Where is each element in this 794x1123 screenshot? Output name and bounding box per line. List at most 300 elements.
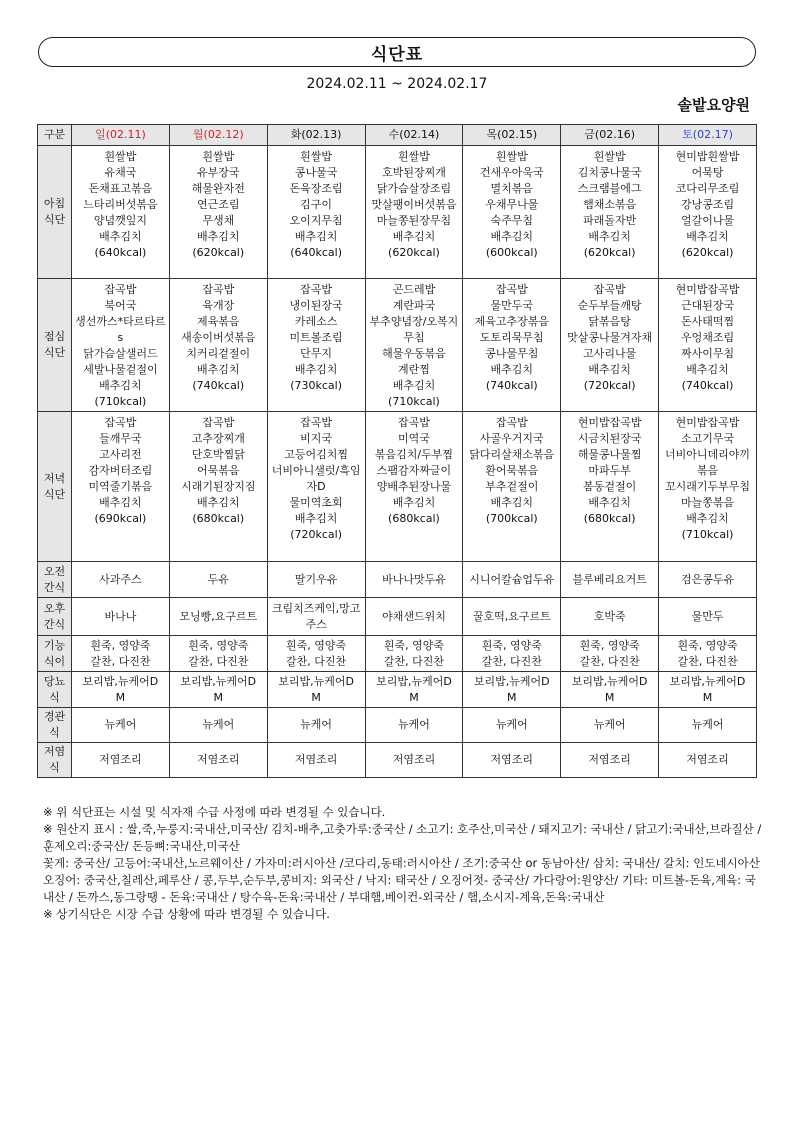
menu-item: 배추김치 <box>392 496 436 509</box>
menu-item: 배추김치 <box>197 496 240 509</box>
menu-item: 연근조림 <box>197 198 240 211</box>
menu-item: 보리밥,뉴케어D <box>669 674 746 688</box>
menu-item: 저염조리 <box>392 753 436 766</box>
menu-item: 흰죽, 영양죽 <box>481 638 542 652</box>
menu-item: 갈찬, 다진찬 <box>481 654 542 668</box>
menu-cell <box>267 562 365 598</box>
menu-cell <box>267 708 365 743</box>
menu-item: 갈찬, 다진찬 <box>188 654 249 668</box>
menu-item: 건새우아욱국 <box>479 166 544 179</box>
menu-item: 흰죽, 영양죽 <box>383 638 445 652</box>
menu-item: 갈찬, 다진찬 <box>90 654 151 668</box>
menu-cell <box>72 279 170 412</box>
note-line: ※ 위 식단표는 시설 및 식자재 수급 사정에 따라 변경될 수 있습니다. <box>43 805 386 819</box>
menu-item: 맛살콩나물겨자채 <box>567 331 653 344</box>
menu-item: 현미밥잡곡밥 <box>675 416 740 429</box>
row-label-text: 식단 <box>43 213 66 226</box>
menu-item: 현미밥흰쌀밥 <box>675 150 740 163</box>
menu-item: 스크램블에그 <box>577 182 642 195</box>
table-row <box>38 279 757 412</box>
menu-cell <box>365 562 463 598</box>
menu-cell <box>659 412 757 562</box>
menu-item: 우엉채조림 <box>680 331 735 344</box>
day-header-mon: 월(02.12) <box>169 125 267 146</box>
menu-cell <box>72 146 170 279</box>
row-label-text: 오후 <box>43 601 66 615</box>
menu-item: 저염조리 <box>294 753 338 766</box>
row-label <box>38 146 72 279</box>
menu-item: M <box>507 690 517 704</box>
meal-table <box>37 124 757 778</box>
menu-cell <box>463 598 561 636</box>
menu-item: 저염조리 <box>588 753 631 766</box>
menu-item: 양배추된장나물 <box>376 480 452 493</box>
menu-cell <box>267 598 365 636</box>
menu-item: 잡곡밥 <box>300 283 333 296</box>
menu-item: 근대된장국 <box>680 299 735 312</box>
table-row <box>38 562 757 598</box>
menu-cell <box>463 562 561 598</box>
menu-cell <box>463 412 561 562</box>
row-label <box>38 708 72 743</box>
menu-item: 잡곡밥 <box>202 283 235 296</box>
menu-item: 크림치즈케익,망고주스 <box>271 601 361 631</box>
menu-item: 잡곡밥 <box>104 283 137 296</box>
menu-item: 시니어칼슘업두유 <box>469 572 555 586</box>
menu-item: 뉴케어 <box>202 718 235 731</box>
menu-item: 꼬시래기두부무침 <box>665 480 751 493</box>
note-line: ※ 상기식단은 시장 수급 상황에 따라 변경될 수 있습니다. <box>43 907 330 921</box>
menu-item: 미트볼조림 <box>289 331 343 344</box>
menu-item: 흰쌀밥 <box>398 150 430 163</box>
menu-item: 현미밥잡곡밥 <box>577 416 642 429</box>
menu-cell <box>561 279 659 412</box>
menu-item: 물미역초회 <box>289 496 343 509</box>
menu-item: 닭볶음탕 <box>588 315 631 328</box>
menu-cell <box>267 412 365 562</box>
menu-item: 블루베리요거트 <box>572 572 647 586</box>
menu-item: 흰죽, 영양죽 <box>90 638 151 652</box>
menu-item: 고사리전 <box>99 448 142 461</box>
row-label <box>38 743 72 778</box>
menu-item: 뉴케어 <box>495 718 528 731</box>
menu-item: 배추김치 <box>197 363 240 376</box>
menu-item: 마늘쫑볶음 <box>680 496 735 509</box>
menu-cell <box>169 279 267 412</box>
menu-cell <box>365 598 463 636</box>
menu-cell <box>169 146 267 279</box>
row-label-text: 오전 <box>43 564 66 578</box>
menu-item: 갈찬, 다진찬 <box>579 654 640 668</box>
menu-item: 뉴케어 <box>398 718 430 731</box>
menu-cell <box>463 708 561 743</box>
menu-item: 닭다리살채소볶음 <box>469 448 555 461</box>
corner-label: 구분 <box>38 125 72 146</box>
menu-item: 단무지 <box>300 347 333 360</box>
table-row <box>38 636 757 672</box>
menu-cell <box>365 636 463 672</box>
menu-cell <box>72 562 170 598</box>
menu-cell <box>169 562 267 598</box>
row-label-text: 식 <box>49 690 60 704</box>
menu-item: 순두부들깨탕 <box>577 299 642 312</box>
row-label-text: 식단 <box>43 346 66 359</box>
menu-item: 제육고추장볶음 <box>474 315 549 328</box>
menu-cell <box>72 672 170 708</box>
menu-item: 보리밥,뉴케어D <box>278 674 354 688</box>
menu-cell <box>659 708 757 743</box>
menu-item: 햄채소볶음 <box>583 198 637 211</box>
row-label <box>38 598 72 636</box>
menu-item: 갈찬, 다진찬 <box>677 654 738 668</box>
table-row <box>38 598 757 636</box>
menu-item: 북어국 <box>104 299 137 312</box>
menu-item: 흰죽, 영양죽 <box>579 638 640 652</box>
header-row <box>38 125 757 146</box>
row-label-text: 아침 <box>43 197 66 210</box>
menu-item: 너비아니데리야끼볶음 <box>665 448 751 477</box>
menu-item: 오이지무침 <box>289 214 343 227</box>
menu-item: M <box>604 690 615 704</box>
menu-item: (730kcal) <box>290 379 342 392</box>
day-header-sun: 일(02.11) <box>72 125 170 146</box>
menu-item: 들깨무국 <box>99 432 142 445</box>
menu-cell <box>561 146 659 279</box>
menu-item: (740kcal) <box>681 379 734 392</box>
menu-item: 비지국 <box>300 432 333 445</box>
menu-item: 현미밥잡곡밥 <box>675 283 740 296</box>
row-label-text: 점심 <box>43 330 66 343</box>
menu-item: 배추김치 <box>588 496 631 509</box>
menu-item: 바나나 <box>104 609 137 623</box>
menu-item: M <box>311 690 321 704</box>
menu-item: 계란파국 <box>392 299 436 312</box>
menu-item: (620kcal) <box>583 246 636 259</box>
note-line: 꽃게: 중국산/ 고등어:국내산,노르웨이산 / 가자미:러시아산 /코다리,동태:러시아산 / 조기:중국산 or 동남아산/ 삼치: 국내산/ 갈치: 인도네시아산 <box>43 856 760 870</box>
menu-cell <box>72 412 170 562</box>
menu-item: 김구이 <box>300 198 333 211</box>
menu-cell <box>72 598 170 636</box>
row-label <box>38 279 72 412</box>
menu-cell <box>169 672 267 708</box>
menu-item: M <box>702 690 713 704</box>
menu-item: 저염조리 <box>686 753 729 766</box>
menu-item: 배추김치 <box>686 230 729 243</box>
menu-cell <box>365 279 463 412</box>
menu-item: 배추김치 <box>294 363 338 376</box>
menu-item: (710kcal) <box>681 528 734 541</box>
menu-item: 배추김치 <box>686 512 729 525</box>
menu-item: 배추김치 <box>392 379 436 392</box>
menu-cell <box>659 146 757 279</box>
menu-item: 봄동겉절이 <box>583 480 637 493</box>
menu-item: 닭가슴살샐러드 <box>83 347 158 360</box>
row-label <box>38 636 72 672</box>
menu-cell <box>561 743 659 778</box>
menu-item: 제육볶음 <box>197 315 240 328</box>
menu-item: 배추김치 <box>490 363 534 376</box>
menu-item: 냉이된장국 <box>289 299 343 312</box>
menu-period: 2024.02.11 ~ 2024.02.17 <box>306 76 488 92</box>
menu-cell <box>365 146 463 279</box>
menu-item: 새송이버섯볶음 <box>181 331 256 344</box>
menu-cell <box>267 636 365 672</box>
menu-item: 배추김치 <box>588 230 631 243</box>
menu-item: (620kcal) <box>681 246 734 259</box>
menu-item: 배추김치 <box>99 379 142 392</box>
menu-item: 도토리묵무침 <box>479 331 544 344</box>
menu-cell <box>72 708 170 743</box>
row-label-text: 저녁 <box>43 471 66 485</box>
menu-item: (700kcal) <box>485 512 538 525</box>
menu-cell <box>169 412 267 562</box>
menu-item: 검은콩두유 <box>680 572 735 586</box>
menu-item: 해물우동볶음 <box>382 347 446 360</box>
menu-item: 너비아니샐럿/흑임자D <box>271 464 361 493</box>
menu-item: 미역줄기볶음 <box>88 480 153 493</box>
menu-cell <box>169 598 267 636</box>
row-label-text: 당뇨 <box>43 674 66 688</box>
menu-cell <box>561 672 659 708</box>
row-label-text: 간식 <box>43 580 66 594</box>
menu-item: 김치콩나물국 <box>577 166 642 179</box>
menu-cell <box>561 412 659 562</box>
meal-table-body <box>38 146 757 778</box>
menu-item: 사골우거지국 <box>479 432 544 445</box>
menu-item: M <box>409 690 419 704</box>
menu-item: 부추겉절이 <box>485 480 539 493</box>
menu-item: 어묵탕 <box>691 166 724 179</box>
menu-item: 사과주스 <box>99 572 142 586</box>
menu-item: 잡곡밥 <box>593 283 626 296</box>
menu-item: 어묵볶음 <box>197 464 240 477</box>
menu-item: 숙주무침 <box>490 214 534 227</box>
menu-cell <box>72 636 170 672</box>
row-label <box>38 412 72 562</box>
menu-item: 닭가슴살장조림 <box>376 182 452 195</box>
note-line: 오징어: 중국산,칠레산,페루산 / 콩,두부,순두부,콩비지: 외국산 / 낙지: 태국산 / 오징어젓- 중국산/ 가다랑어:원양산/ 기타: 미트볼-돈육,계육: 국내산 / 돈까스,동그랑땡 - 돈육:국내산 / 탕수육-돈육:국내산 / 부대햄,베이컨-외국산 / 햄,소시지-계육,돈육:국내산 <box>43 873 756 904</box>
menu-item: (640kcal) <box>290 246 342 259</box>
day-header-thu: 목(02.15) <box>463 125 561 146</box>
menu-item: 배추김치 <box>490 230 534 243</box>
menu-item: 뉴케어 <box>104 718 137 731</box>
menu-cell <box>267 743 365 778</box>
menu-item: 흰쌀밥 <box>104 150 137 163</box>
menu-item: 뉴케어 <box>300 718 333 731</box>
menu-item: 잡곡밥 <box>104 416 137 429</box>
menu-item: 해물콩나물찜 <box>577 448 642 461</box>
row-label-text: 식 <box>49 761 60 774</box>
menu-cell <box>169 743 267 778</box>
menu-cell <box>561 598 659 636</box>
row-label <box>38 672 72 708</box>
day-header-wed: 수(02.14) <box>365 125 463 146</box>
menu-item: 고사리나물 <box>583 347 637 360</box>
menu-item: 부추양념장/오복지무침 <box>369 315 459 344</box>
menu-cell <box>267 279 365 412</box>
menu-item: (620kcal) <box>192 246 245 259</box>
menu-item: 배추김치 <box>99 230 142 243</box>
menu-item: 스팸감자짜글이 <box>376 464 452 477</box>
title-box <box>38 37 756 67</box>
menu-item: 물만두 <box>691 609 724 623</box>
menu-item: 배추김치 <box>294 512 338 525</box>
menu-item: 볶음김치/두부찜 <box>374 448 453 461</box>
menu-item: 잡곡밥 <box>300 416 333 429</box>
menu-item: (720kcal) <box>583 379 636 392</box>
menu-item: 바나나맛두유 <box>382 572 446 586</box>
menu-item: 흰쌀밥 <box>300 150 333 163</box>
table-row <box>38 708 757 743</box>
menu-cell <box>365 708 463 743</box>
menu-item: 돈채표고볶음 <box>88 182 153 195</box>
menu-item: 카레소스 <box>294 315 338 328</box>
menu-item: 고추장찌개 <box>191 432 245 445</box>
menu-item: 호박된장찌개 <box>382 166 446 179</box>
menu-item: 잡곡밥 <box>202 416 235 429</box>
menu-item: 보리밥,뉴케어D <box>571 674 648 688</box>
menu-item: (620kcal) <box>388 246 440 259</box>
menu-cell <box>463 743 561 778</box>
menu-cell <box>561 636 659 672</box>
menu-cell <box>267 672 365 708</box>
menu-item: 물만두국 <box>490 299 534 312</box>
menu-cell <box>659 598 757 636</box>
menu-item: 잡곡밥 <box>495 283 528 296</box>
menu-item: (710kcal) <box>94 395 147 408</box>
menu-cell <box>659 562 757 598</box>
menu-item: 흰죽, 영양죽 <box>286 638 347 652</box>
menu-item: 배추김치 <box>197 230 240 243</box>
menu-cell <box>169 708 267 743</box>
menu-item: 갈찬, 다진찬 <box>286 654 347 668</box>
menu-item: 잡곡밥 <box>398 416 430 429</box>
menu-item: 딸기우유 <box>294 572 338 586</box>
menu-item: 갈찬, 다진찬 <box>383 654 445 668</box>
table-row <box>38 672 757 708</box>
menu-cell <box>72 743 170 778</box>
menu-item: 흰쌀밥 <box>202 150 235 163</box>
menu-item: 잡곡밥 <box>495 416 528 429</box>
menu-cell <box>561 562 659 598</box>
menu-item: 두유 <box>207 572 229 586</box>
day-header-tue: 화(02.13) <box>267 125 365 146</box>
menu-item: 해물완자전 <box>191 182 245 195</box>
menu-item: (680kcal) <box>388 512 440 525</box>
menu-item: (710kcal) <box>388 395 440 408</box>
menu-item: 배추김치 <box>686 363 729 376</box>
notes-section <box>43 804 763 923</box>
row-label-text: 식 <box>49 726 60 739</box>
menu-cell <box>169 636 267 672</box>
menu-item: 저염조리 <box>99 753 142 766</box>
row-label-text: 간식 <box>43 617 66 631</box>
menu-item: (640kcal) <box>94 246 147 259</box>
menu-item: 저염조리 <box>197 753 240 766</box>
menu-item: 파래돌자반 <box>583 214 637 227</box>
day-header-fri: 금(02.16) <box>561 125 659 146</box>
menu-item: 배추김치 <box>99 496 142 509</box>
menu-item: 모닝빵,요구르트 <box>179 609 258 623</box>
menu-item: 소고기무국 <box>680 432 735 445</box>
menu-cell <box>365 412 463 562</box>
menu-cell <box>463 636 561 672</box>
menu-item: 흰쌀밥 <box>593 150 626 163</box>
note-line: ※ 원산지 표시 : 쌀,죽,누룽지:국내산,미국산/ 김치-배추,고춧가루:중국산 / 소고기: 호주산,미국산 / 돼지고기: 국내산 / 닭고기:국내산,브라질산 / 훈제오리:중국산/ 돈등뼈:국내산,미국산 <box>43 822 762 853</box>
menu-item: 호박죽 <box>593 609 626 623</box>
menu-cell <box>365 743 463 778</box>
page-title: 식단표 <box>370 44 424 65</box>
menu-item: 환어묵볶음 <box>485 464 539 477</box>
menu-item: 흰죽, 영양죽 <box>188 638 249 652</box>
menu-item: 마늘쫑된장무침 <box>376 214 452 227</box>
menu-item: 육개장 <box>202 299 235 312</box>
row-label-text: 저염 <box>43 745 66 758</box>
menu-item: 콩나물국 <box>294 166 338 179</box>
menu-item: 유채국 <box>104 166 137 179</box>
menu-item: 배추김치 <box>588 363 631 376</box>
menu-cell <box>659 279 757 412</box>
menu-item: (740kcal) <box>192 379 245 392</box>
table-row <box>38 146 757 279</box>
menu-cell <box>659 636 757 672</box>
menu-item: 보리밥,뉴케어D <box>376 674 452 688</box>
menu-item: 콩나물무침 <box>485 347 539 360</box>
menu-item: 강낭콩조림 <box>680 198 735 211</box>
menu-item: 생선까스*타르타르s <box>75 315 166 344</box>
menu-item: (690kcal) <box>94 512 147 525</box>
menu-item: M <box>213 690 224 704</box>
menu-item: 뉴케어 <box>593 718 626 731</box>
menu-cell <box>659 672 757 708</box>
menu-item: 곤드레밥 <box>392 283 436 296</box>
row-label-text: 경관 <box>43 710 66 723</box>
menu-item: 무생채 <box>202 214 235 227</box>
menu-item: 단호박찜닭 <box>191 448 245 461</box>
menu-item: 보리밥,뉴케어D <box>180 674 257 688</box>
menu-item: 맛살팽이버섯볶음 <box>371 198 457 211</box>
menu-item: (680kcal) <box>192 512 245 525</box>
day-header-sat: 토(02.17) <box>659 125 757 146</box>
menu-cell <box>561 708 659 743</box>
menu-item: 야채샌드위치 <box>382 609 446 623</box>
menu-item: 시금치된장국 <box>577 432 642 445</box>
menu-item: 코다리무조림 <box>675 182 740 195</box>
menu-item: 시래기된장지짐 <box>181 480 256 493</box>
menu-cell <box>463 146 561 279</box>
row-label-text: 식단 <box>43 487 66 501</box>
menu-cell <box>463 279 561 412</box>
row-label-text: 기능 <box>43 638 66 652</box>
menu-item: 얼갈이나물 <box>680 214 735 227</box>
organization-name: 솔밭요양원 <box>677 96 750 114</box>
table-row <box>38 412 757 562</box>
menu-item: (740kcal) <box>485 379 538 392</box>
menu-item: 미역국 <box>398 432 430 445</box>
menu-item: 돈육장조림 <box>289 182 343 195</box>
menu-item: M <box>115 690 126 704</box>
menu-item: 양념깻잎지 <box>93 214 147 227</box>
menu-cell <box>659 743 757 778</box>
menu-item: (680kcal) <box>583 512 636 525</box>
menu-item: 느타리버섯볶음 <box>83 198 158 211</box>
row-label-text: 식이 <box>43 654 66 668</box>
menu-cell <box>267 146 365 279</box>
menu-item: 흰죽, 영양죽 <box>677 638 738 652</box>
menu-item: 보리밥,뉴케어D <box>82 674 159 688</box>
menu-item: 우채무나물 <box>485 198 539 211</box>
menu-item: 꿀호떡,요구르트 <box>472 609 551 623</box>
